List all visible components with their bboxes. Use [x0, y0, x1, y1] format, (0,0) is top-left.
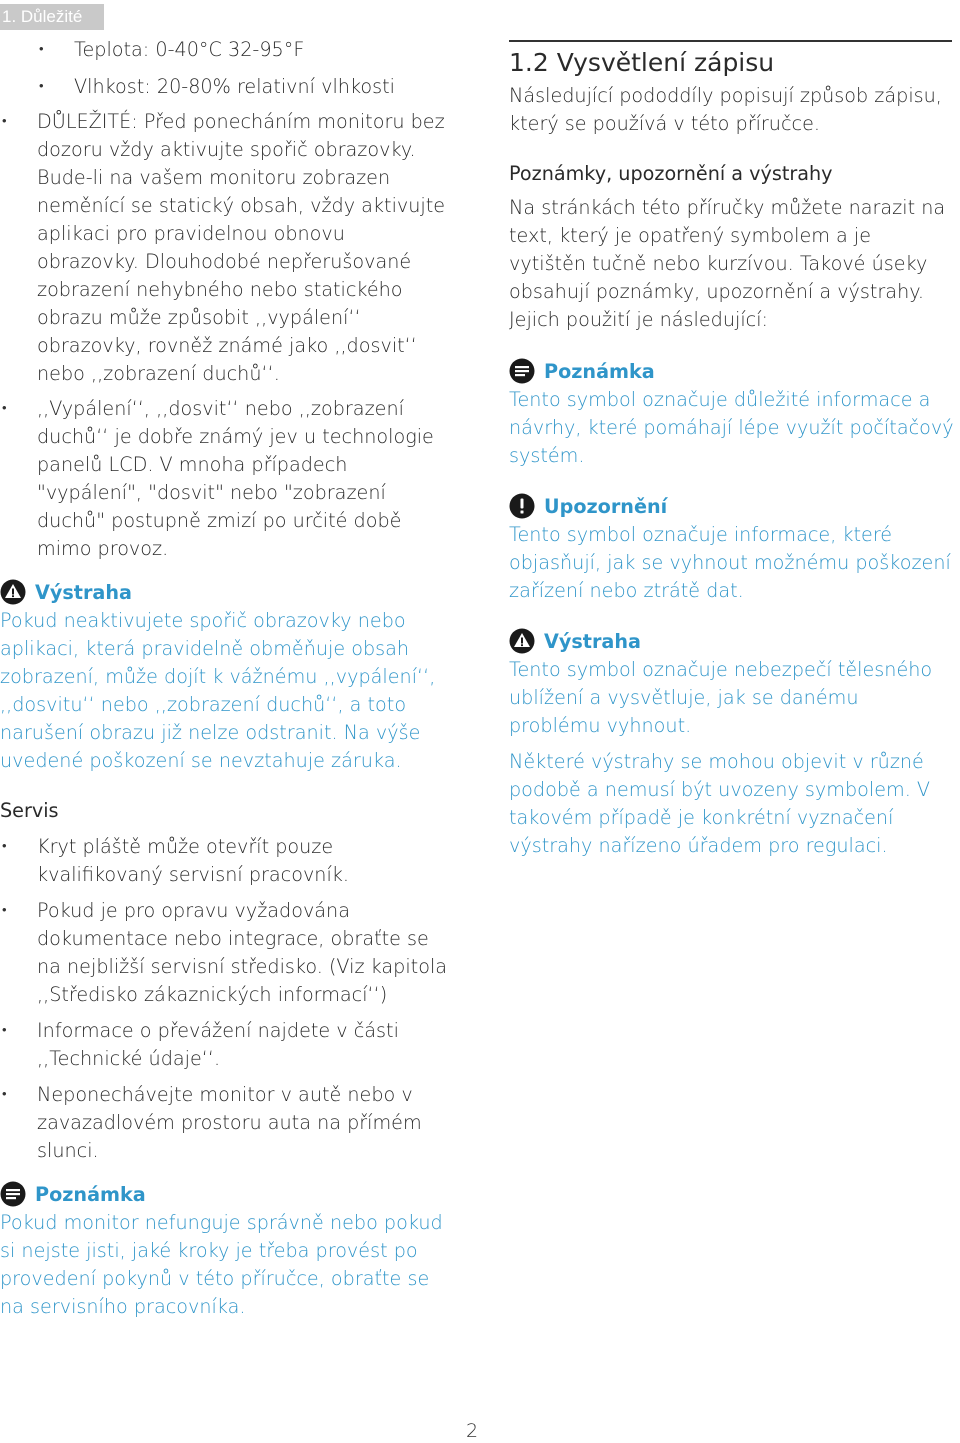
caution-text: Tento symbol označuje informace, které objasňují, jak se vyhnout možnému poškození zařízení nebo ztrátě dat.: [509, 523, 951, 602]
note-heading: [0, 1179, 452, 1209]
list-item: • Vlhkost: 20-80% relativní vlhkosti: [0, 73, 452, 101]
warning-title: Výstraha: [35, 580, 132, 604]
left-column: [0, 36, 452, 1321]
note-icon: [509, 358, 535, 384]
note-text: Tento symbol označuje důležité informace a návrhy, které pomáhají lépe využít počítačový systém.: [509, 388, 954, 467]
warning-icon: [0, 579, 26, 605]
page-number: 2: [466, 1420, 479, 1442]
list-item: • Informace o převážení najdete v části ,,Technické údaje‘‘.: [0, 1017, 452, 1073]
caution-heading: [509, 491, 954, 521]
servis-heading: Servis: [0, 799, 59, 822]
warning-icon: [509, 628, 535, 654]
closing-text: Některé výstrahy se mohou objevit v různé podobě a nemusí být uvozeny symbolem. V takovém případě je konkrétní vyznačení výstrahy nařízeno úřadem pro regulaci.: [509, 750, 931, 857]
list-item: • ,,Vypálení‘‘, ,,dosvit‘‘ nebo ,,zobrazení duchů‘‘ je dobře známý jev u technologie panelů LCD. V mnoha případech "vypálení", "dosvit" nebo "zobrazení duchů" postupně zmizí po určité době mimo provoz.: [0, 395, 452, 563]
note-heading: [509, 356, 954, 386]
list-item: • Teplota: 0-40°C 32-95°F: [0, 36, 452, 64]
warning-block: [0, 577, 452, 775]
note-block: [0, 1179, 452, 1321]
list-item: • Neponechávejte monitor v autě nebo v zavazadlovém prostoru auta na přímém slunci.: [0, 1081, 452, 1165]
section-title: 1.2 Vysvětlení zápisu: [509, 48, 775, 77]
list-item: • Pokud je pro opravu vyžadována dokumentace nebo integrace, obraťte se na nejbližší servisní středisko. (Viz kapitola ,,Středisko zákaznických informací‘‘): [0, 897, 452, 1009]
warning-text: Pokud neaktivujete spořič obrazovky nebo aplikaci, která pravidelně obměňuje obsah zobrazení, může dojít k vážnému ,,vypálení‘‘, ,,dosvitu‘‘ nebo ,,zobrazení duchů‘‘, a toto narušení obrazu již nelze odstranit. Na výše uvedené poškození se nevztahuje záruka.: [0, 609, 436, 772]
warning-heading: [509, 626, 954, 656]
note-icon: [0, 1181, 26, 1207]
note-block-right: [509, 356, 954, 470]
section-rule: [509, 40, 952, 42]
caution-title: Upozornění: [544, 494, 668, 518]
subheading: Poznámky, upozornění a výstrahy: [509, 162, 833, 185]
environment-list: [0, 36, 452, 101]
caution-block: [509, 491, 954, 605]
warning-text: Tento symbol označuje nebezpečí tělesného ublížení a vysvětluje, jak se danému problému vyhnout.: [509, 658, 933, 737]
intro-text: Následující pododdíly popisují způsob zápisu, který se používá v této příručce.: [509, 84, 942, 135]
list-item: • Kryt pláště může otevřít pouze kvalifikovaný servisní pracovník.: [0, 833, 452, 889]
note-title: Poznámka: [544, 359, 655, 383]
caution-icon: [509, 493, 535, 519]
list-item: • DŮLEŽITÉ: Před ponecháním monitoru bez dozoru vždy aktivujte spořič obrazovky. Bude-li na vašem monitoru zobrazen neměnící se statický obsah, vždy aktivujte aplikaci pro pravidelnou obnovu obrazovky. Dlouhodobé nepřerušované zobrazení nehybného nebo statického obrazu může způsobit ,,vypálení‘‘ obrazovky, rovněž známé jako ,,dosvit‘‘ nebo ,,zobrazení duchů‘‘.: [0, 108, 452, 388]
important-list: [0, 108, 452, 563]
warning-heading: [0, 577, 452, 607]
subheading-text: Na stránkách této příručky můžete narazit na text, který je opatřený symbolem a je vytištěn tučně nebo kurzívou. Takové úseky obsahují poznámky, upozornění a výstrahy. Jejich použití je následující:: [509, 196, 946, 331]
warning-title: Výstraha: [544, 629, 641, 653]
servis-list: [0, 833, 452, 1165]
note-title: Poznámka: [35, 1182, 146, 1206]
right-column: [509, 40, 954, 860]
chapter-tab: 1. Důležité: [0, 4, 104, 30]
note-text: Pokud monitor nefunguje správně nebo pokud si nejste jisti, jaké kroky je třeba provést po provedení pokynů v této příručce, obraťte se na servisního pracovníka.: [0, 1211, 443, 1318]
warning-block-right: [509, 626, 954, 740]
